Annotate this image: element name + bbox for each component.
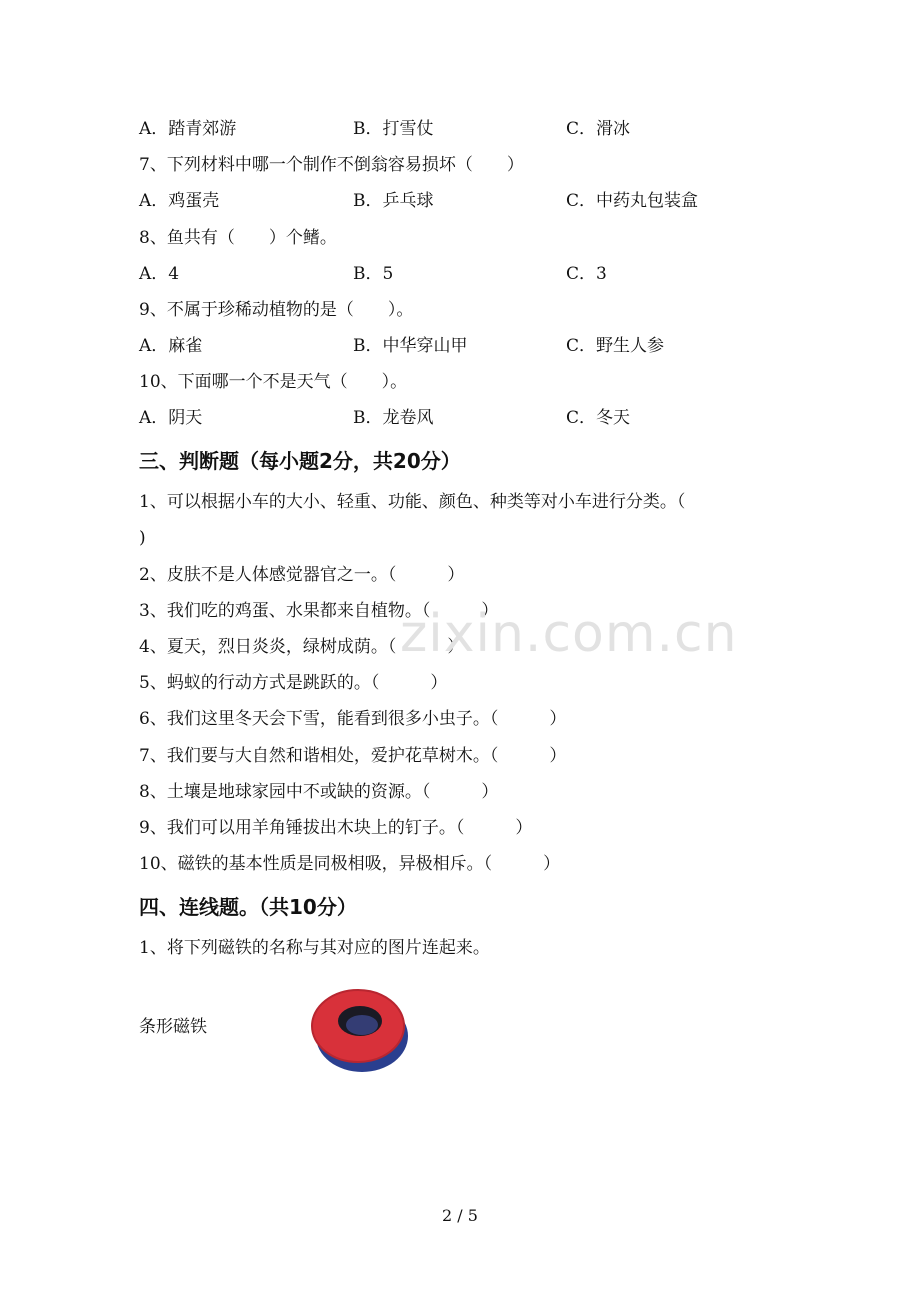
option-6a: A．踏青郊游 bbox=[139, 119, 237, 139]
judge-item-10: 10、磁铁的基本性质是同极相吸，异极相斥。（ ） bbox=[139, 854, 561, 874]
section-3-title: 三、判断题（每小题2分，共20分） bbox=[139, 449, 461, 473]
match-question-1: 1、将下列磁铁的名称与其对应的图片连起来。 bbox=[139, 938, 490, 958]
ring-magnet-image bbox=[308, 984, 412, 1076]
option-7b: B．乒乓球 bbox=[353, 191, 434, 211]
judge-item-1: 1、可以根据小车的大小、轻重、功能、颜色、种类等对小车进行分类。（ bbox=[139, 492, 686, 512]
judge-item-2: 2、皮肤不是人体感觉器官之一。（ ） bbox=[139, 565, 465, 585]
option-6b: B．打雪仗 bbox=[353, 119, 434, 139]
option-10a: A．阴天 bbox=[139, 408, 203, 428]
option-9a: A．麻雀 bbox=[139, 336, 203, 356]
question-10: 10、下面哪一个不是天气（ ）。 bbox=[139, 372, 408, 392]
page-number: 2 / 5 bbox=[442, 1206, 478, 1225]
judge-item-3: 3、我们吃的鸡蛋、水果都来自植物。（ ） bbox=[139, 601, 499, 621]
judge-item-5: 5、蚂蚁的行动方式是跳跃的。（ ） bbox=[139, 673, 448, 693]
option-7c: C．中药丸包装盒 bbox=[566, 191, 699, 211]
section-4-title: 四、连线题。（共10分） bbox=[139, 895, 357, 919]
question-9: 9、不属于珍稀动植物的是（ ）。 bbox=[139, 300, 414, 320]
judge-item-9: 9、我们可以用羊角锤拔出木块上的钉子。（ ） bbox=[139, 818, 533, 838]
watermark: zixin.com.cn bbox=[400, 604, 738, 664]
option-8a: A．4 bbox=[139, 264, 180, 284]
option-8c: C．3 bbox=[566, 264, 607, 284]
judge-item-4: 4、夏天，烈日炎炎，绿树成荫。（ ） bbox=[139, 637, 465, 657]
option-10b: B．龙卷风 bbox=[353, 408, 434, 428]
question-8: 8、鱼共有（ ）个鳍。 bbox=[139, 228, 337, 248]
option-6c: C．滑冰 bbox=[566, 119, 631, 139]
judge-item-6: 6、我们这里冬天会下雪，能看到很多小虫子。（ ） bbox=[139, 709, 567, 729]
option-10c: C．冬天 bbox=[566, 408, 631, 428]
option-9b: B．中华穿山甲 bbox=[353, 336, 468, 356]
judge-item-8: 8、土壤是地球家园中不或缺的资源。（ ） bbox=[139, 782, 499, 802]
option-9c: C．野生人参 bbox=[566, 336, 665, 356]
option-7a: A．鸡蛋壳 bbox=[139, 191, 220, 211]
judge-item-1-cont: ) bbox=[139, 528, 146, 548]
question-7: 7、下列材料中哪一个制作不倒翁容易损坏（ ） bbox=[139, 155, 524, 175]
option-8b: B．5 bbox=[353, 264, 394, 284]
bar-magnet-label: 条形磁铁 bbox=[139, 1017, 207, 1037]
judge-item-7: 7、我们要与大自然和谐相处，爱护花草树木。（ ） bbox=[139, 746, 567, 766]
